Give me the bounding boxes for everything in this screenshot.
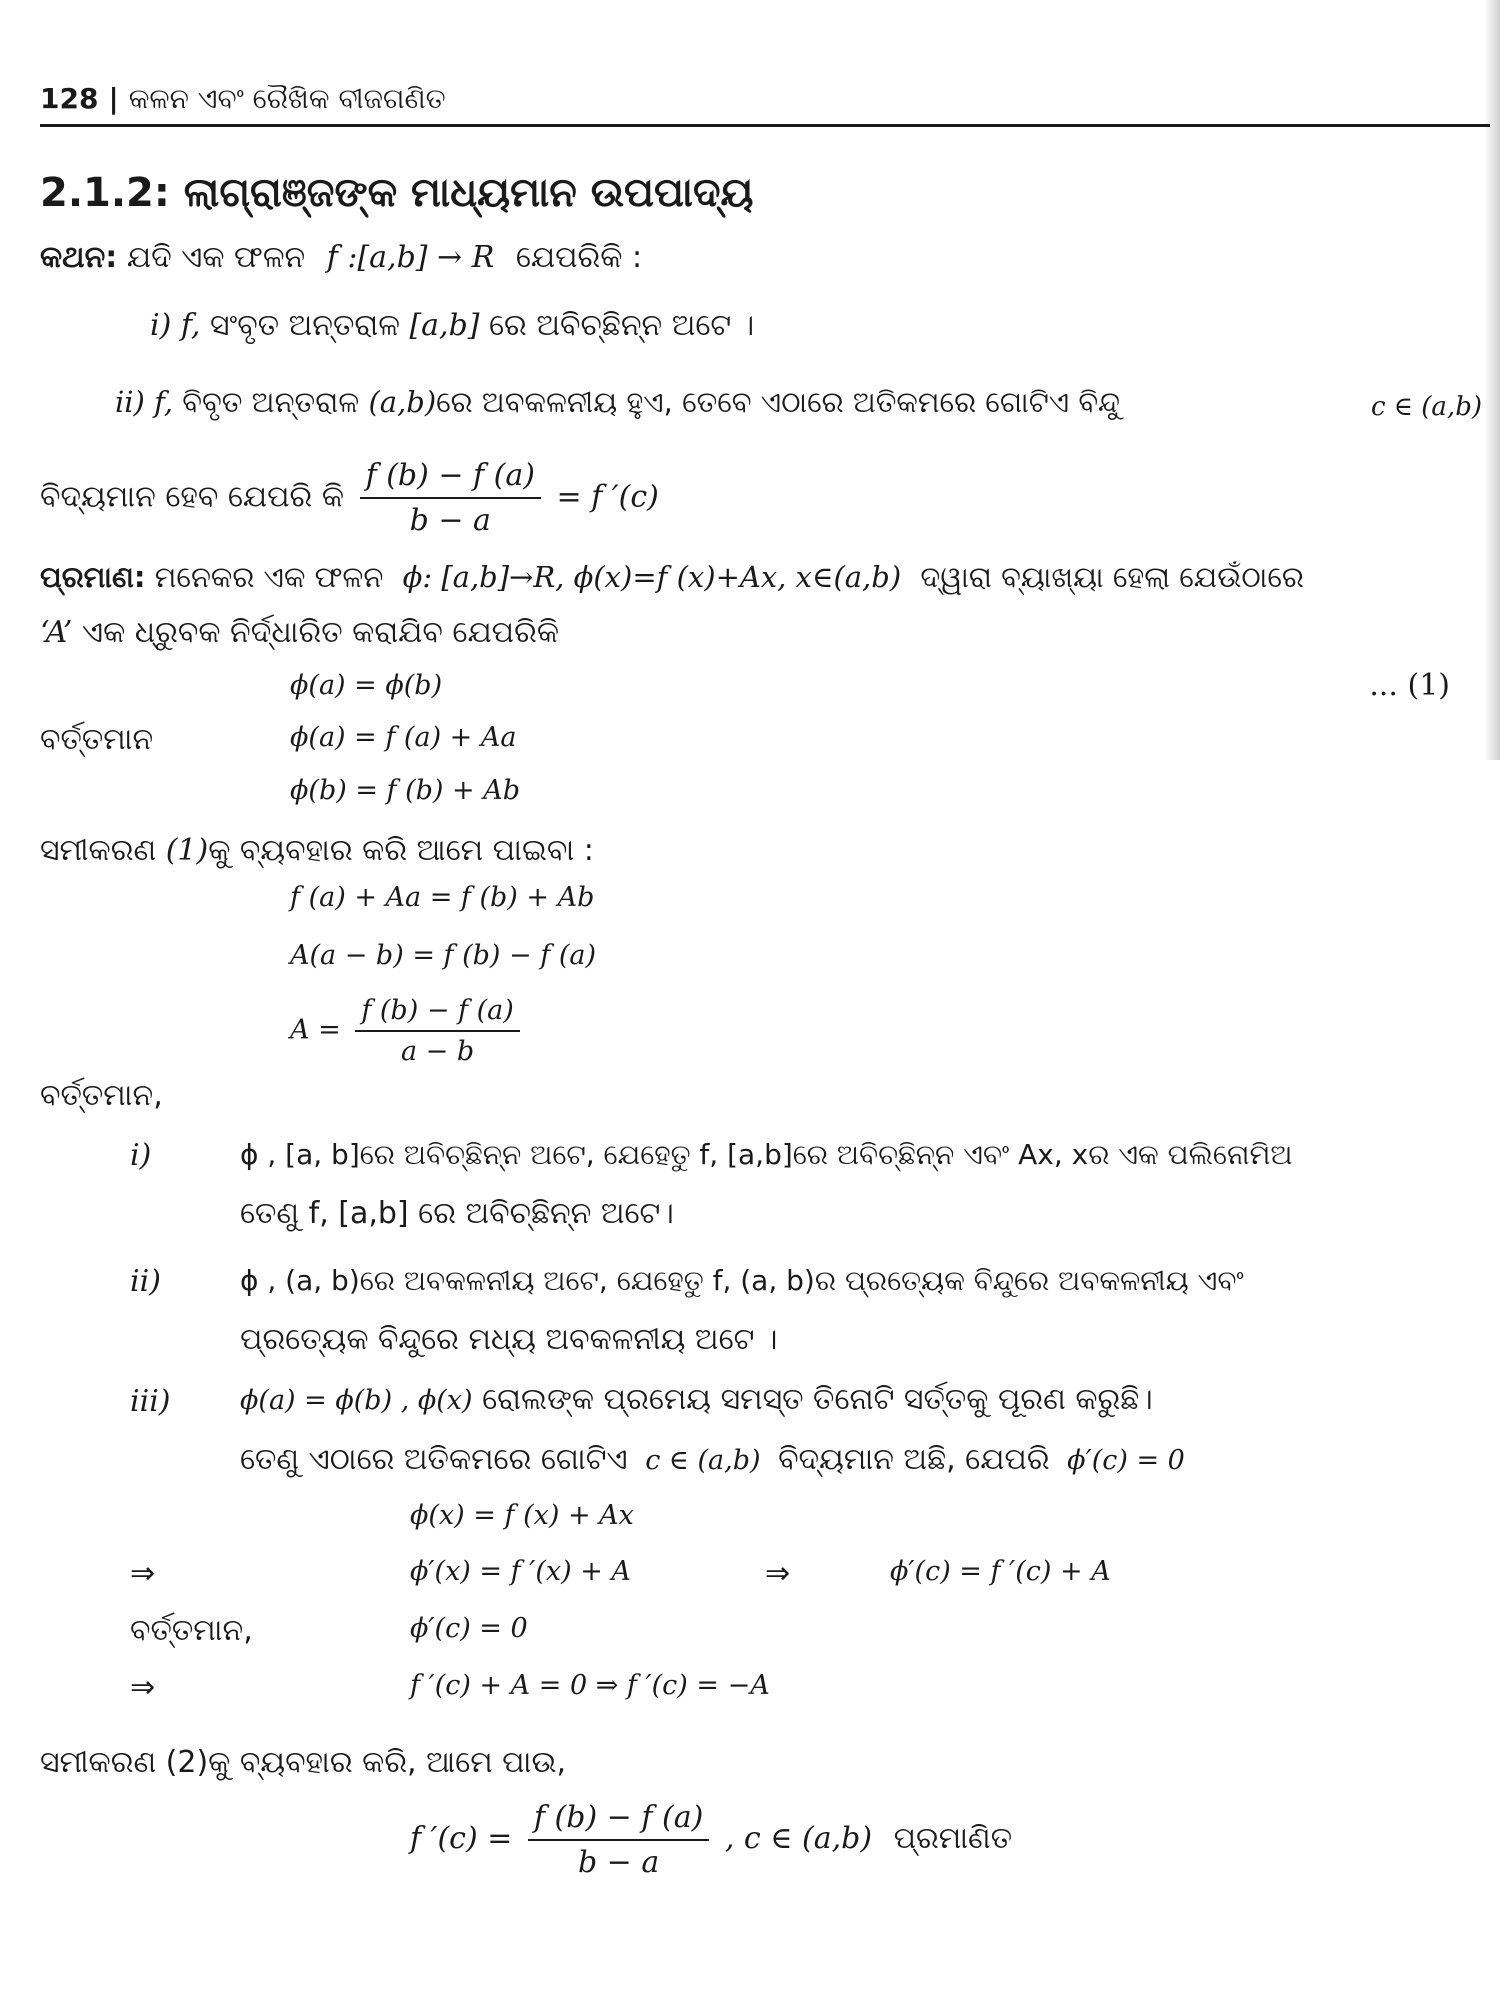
equation-phi-a: ϕ(a) = f (a) + Aa (290, 722, 517, 753)
final-lhs: f ′(c) = (410, 1821, 513, 1856)
now-label: ବର୍ତ୍ତମାନ (40, 722, 154, 757)
proof-line-1 (40, 560, 1304, 595)
derivative-step-4: ϕ′(c) = 0 (410, 1613, 528, 1644)
mvt-fraction (360, 458, 541, 538)
equation-phi-b: ϕ(b) = f (b) + Ab (290, 775, 521, 806)
phi-definition: ϕ: [a,b]→R, ϕ(x)=f (x)+Ax, x∈(a,b) (402, 560, 902, 594)
proof-intro-end: ଦ୍ୱାରା ବ୍ୟାଖ୍ୟା ହେଲା ଯେଉଁଠାରେ (920, 560, 1304, 594)
statement-label: କଥନ: (40, 240, 118, 275)
constant-A: ‘A’ (40, 615, 73, 650)
final-fraction (528, 1800, 709, 1880)
statement-intro: ଯଦି ଏକ ଫଳନ (126, 240, 306, 275)
reason-2-line-2: ପ୍ରତ୍ୟେକ ବିନ୍ଦୁରେ ମଧ୍ୟ ଅବକଳନୀୟ ଅଟେ । (240, 1322, 778, 1357)
using-eq1-pre: ସମୀକରଣ (40, 833, 157, 868)
page-edge-shadow (1484, 0, 1500, 760)
final-result (410, 1800, 1012, 1880)
reason-2-number: ii) (130, 1264, 161, 1299)
step-3-denominator: a − b (400, 1036, 475, 1067)
condition-1 (150, 308, 754, 343)
reason-3-math: ϕ(a) = ϕ(b) , ϕ(x) (240, 1385, 473, 1416)
proved-label: ପ୍ରମାଣିତ (893, 1821, 1013, 1856)
reason-3-line (240, 1382, 1153, 1417)
final-tail: , c ∈ (a,b) (724, 1821, 873, 1856)
reason-1-number: i) (130, 1138, 152, 1173)
condition-1-end: ରେ ଅବିଚ୍ଛିନ୍ନ ଅଟେ । (489, 308, 755, 343)
proof-line-2-text: ଏକ ଧ୍ରୁବକ ନିର୍ଦ୍ଧାରିତ କରାଯିବ ଯେପରିକି (82, 615, 560, 650)
condition-2-text: ବିବୃତ ଅନ୍ତରାଳ (182, 385, 360, 419)
mvt-numerator: f (b) − f (a) (360, 458, 541, 499)
step-3-lhs: A = (290, 1014, 341, 1046)
therefore-text-2: ବିଦ୍ୟମାନ ଅଛି, ଯେପରି (778, 1442, 1050, 1477)
therefore-line (240, 1442, 1185, 1477)
final-denominator: b − a (577, 1845, 660, 1880)
step-3-fraction (355, 995, 519, 1067)
equation-step-3 (290, 995, 526, 1067)
using-eq1-text: କୁ ବ୍ୟବହାର କରି ଆମେ ପାଇବା : (208, 833, 594, 868)
using-eq1-ref: (1) (165, 833, 209, 868)
condition-1-text: ସଂବୃତ ଅନ୍ତରାଳ (209, 308, 400, 343)
equation-step-1: f (a) + Aa = f (b) + Ab (290, 882, 595, 913)
exists-line (40, 458, 659, 538)
condition-1-number: i) (150, 308, 172, 343)
using-eq2-line: ସମୀକରଣ (2)କୁ ବ୍ୟବହାର କରି, ଆମେ ପାଉ, (40, 1745, 566, 1780)
step-3-numerator: f (b) − f (a) (355, 995, 519, 1032)
condition-2-interval: (a,b) (368, 385, 437, 419)
proof-intro: ମନେକର ଏକ ଫଳନ (154, 560, 384, 594)
condition-1-interval: [a,b] (409, 308, 480, 343)
condition-2-end: ରେ ଅବକଳନୀୟ ହୁଏ, ତେବେ ଏଠାରେ ଅତିକମରେ ଗୋଟିଏ ବିନ୍ଦୁ (436, 385, 1121, 419)
exists-text: ବିଦ୍ୟମାନ ହେବ ଯେପରି କି (40, 479, 345, 515)
mvt-rhs: = f ′(c) (556, 479, 659, 515)
now3-label: ବର୍ତ୍ତମାନ, (130, 1613, 253, 1648)
header-separator: | (108, 82, 119, 115)
mvt-denominator: b − a (409, 503, 491, 538)
implies-arrow-2: ⇒ (765, 1556, 791, 1591)
therefore-text-1: ତେଣୁ ଏଠାରେ ଅତିକମରେ ଗୋଟିଏ (240, 1442, 628, 1477)
reason-1-line-2: ତେଣୁ f, [a,b] ରେ ଅବିଚ୍ଛିନ୍ନ ଅଟେ। (240, 1196, 674, 1231)
using-eq1-line (40, 833, 594, 868)
reason-2-line-1: ϕ , (a, b)ରେ ଅବକଳନୀୟ ଅଟେ, ଯେହେତୁ f, (a, b)ର ପ୍ରତ୍ୟେକ ବିନ୍ଦୁରେ ଅବକଳନୀୟ ଏବଂ (240, 1264, 1244, 1297)
derivative-step-5: f ′(c) + A = 0 ⇒ f ′(c) = −A (410, 1670, 770, 1701)
therefore-math-1: c ∈ (a,b) (645, 1445, 761, 1476)
condition-1-f: f, (180, 308, 201, 343)
derivative-step-1: ϕ(x) = f (x) + Ax (410, 1500, 634, 1531)
equation-step-2: A(a − b) = f (b) − f (a) (290, 940, 596, 971)
equation-1-ref: ... (1) (1369, 668, 1450, 703)
section-title: 2.1.2: ଲାଗ୍ରାଞ୍ଜଙ୍କ ମାଧ୍ୟମାନ ଉପପାଦ୍ୟ (40, 170, 754, 216)
condition-2 (115, 385, 1120, 420)
statement-line (40, 240, 642, 275)
condition-2-f: f, (154, 385, 174, 419)
header-rule (40, 124, 1490, 127)
reason-3-text: ରୋଲଙ୍କ ପ୍ରମେୟ ସମସ୍ତ ତିନୋଟି ସର୍ତ୍ତକୁ ପୂରଣ କରୁଛି। (482, 1382, 1153, 1417)
implies-arrow-1: ⇒ (130, 1556, 156, 1591)
condition-2-number: ii) (115, 385, 145, 419)
page-header (40, 82, 446, 116)
therefore-math-2: ϕ′(c) = 0 (1067, 1445, 1185, 1476)
reason-1-line-1: ϕ , [a, b]ରେ ଅବିଚ୍ଛିନ୍ନ ଅଟେ, ଯେହେତୁ f, [a,b]ରେ ଅବିଚ୍ଛିନ୍ନ ଏବଂ Ax, xର ଏକ ପଲିନୋମିଅ (240, 1138, 1293, 1171)
function-map: f :[a,b] → R (326, 240, 495, 275)
derivative-step-3: ϕ′(c) = f ′(c) + A (890, 1556, 1111, 1587)
book-title: କଳନ ଏବଂ ରୈଖିକ ବୀଜଗଣିତ (128, 82, 446, 115)
final-numerator: f (b) − f (a) (528, 1800, 709, 1841)
derivative-step-2: ϕ′(x) = f ′(x) + A (410, 1556, 631, 1587)
statement-intro-end: ଯେପରିକି : (515, 240, 643, 275)
now2-label: ବର୍ତ୍ତମାନ, (40, 1078, 163, 1113)
implies-arrow-3: ⇒ (130, 1670, 156, 1705)
condition-2-point: c ∈ (a,b) (1370, 392, 1482, 422)
reason-3-number: iii) (130, 1384, 171, 1419)
page-number: 128 (40, 82, 99, 115)
proof-line-2 (40, 615, 559, 650)
equation-1: ϕ(a) = ϕ(b) (290, 670, 443, 701)
proof-label: ପ୍ରମାଣ: (40, 560, 146, 594)
